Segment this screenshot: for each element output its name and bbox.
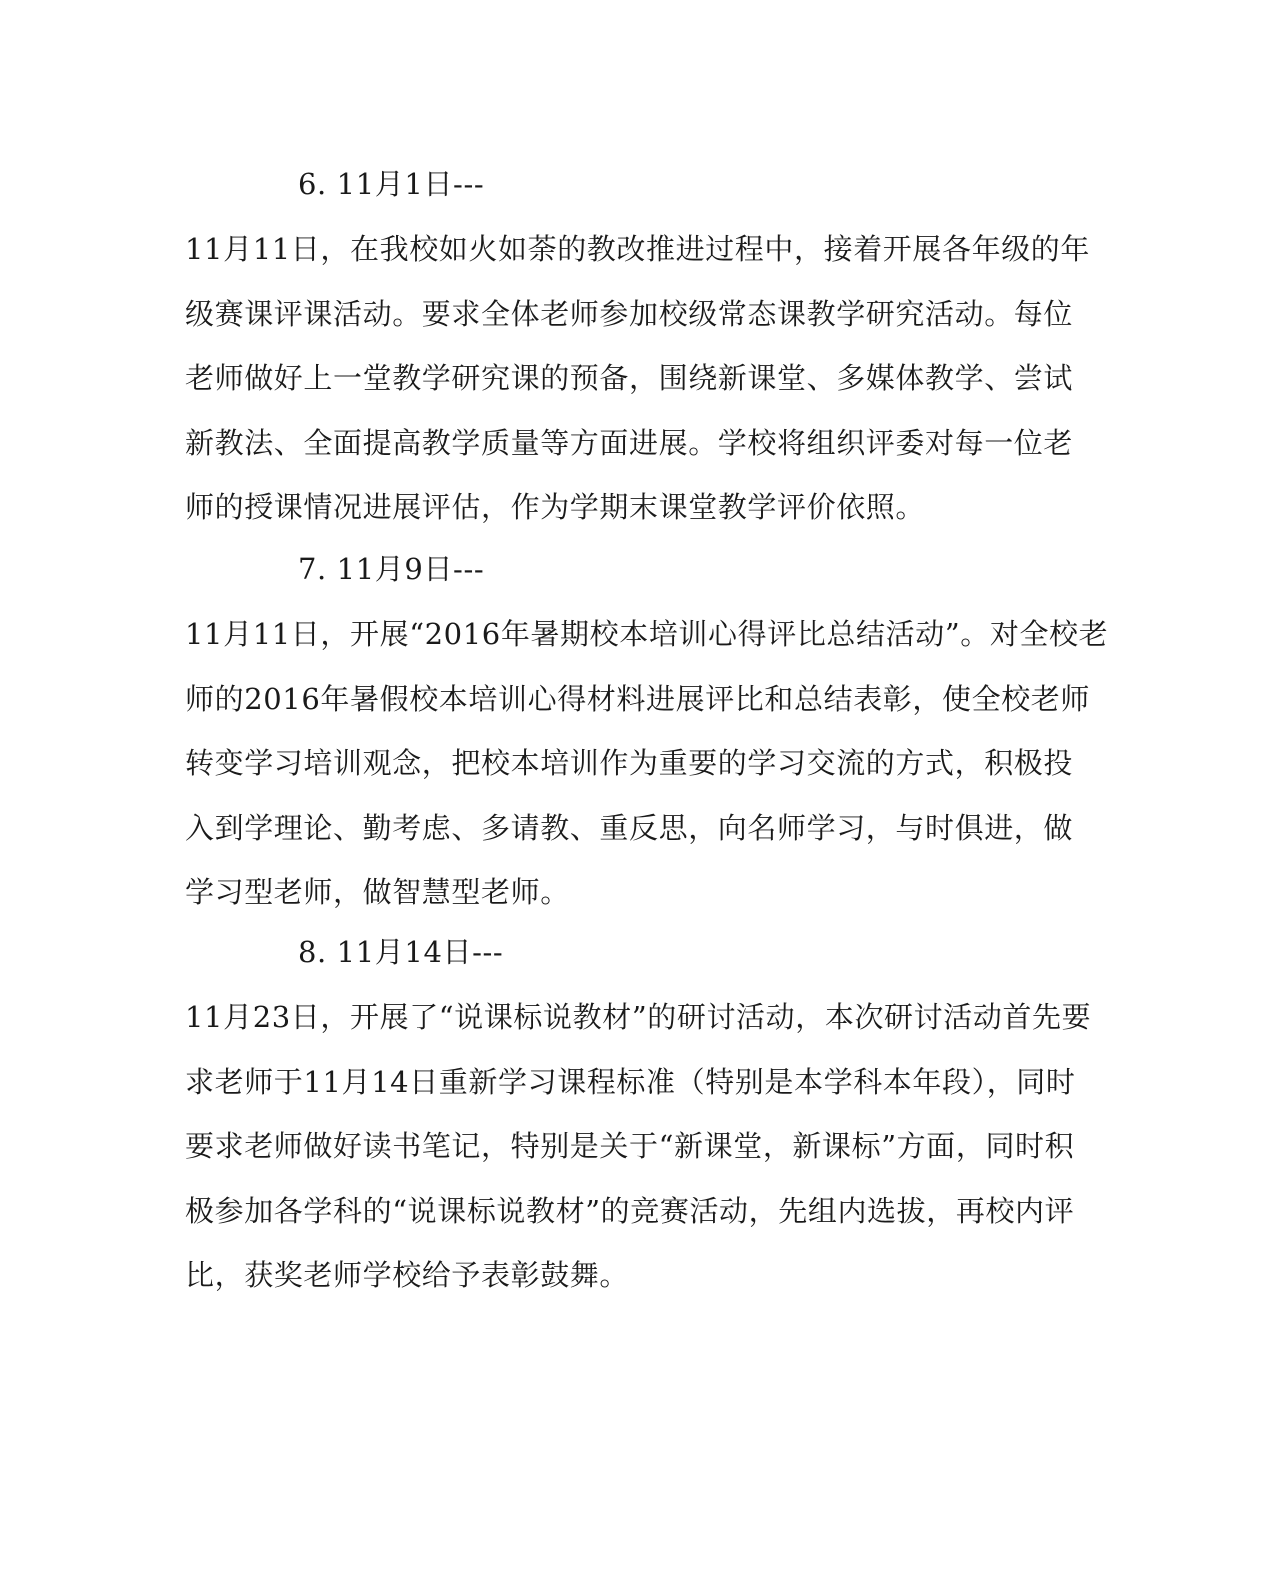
section-body-6	[185, 217, 1091, 540]
paragraph-line: 11月23日，开展了“说课标说教材”的研讨活动，本次研讨活动首先要	[185, 1000, 1092, 1034]
paragraph-line: 转变学习培训观念，把校本培训作为重要的学习交流的方式，积极投	[185, 746, 1074, 780]
paragraph-line: 师的授课情况进展评估，作为学期末课堂教学评价依照。	[185, 490, 926, 524]
paragraph-line: 极参加各学科的“说课标说教材”的竞赛活动，先组内选拔，再校内评	[185, 1193, 1075, 1228]
paragraph-line: 入到学理论、勤考虑、多请教、重反思，向名师学习，与时俱进，做	[185, 810, 1074, 845]
paragraph-line: 要求老师做好读书笔记，特别是关于“新课堂，新课标”方面，同时积	[185, 1129, 1075, 1163]
section-heading-8: 8. 11月14日---	[298, 935, 504, 969]
section-heading-6: 6. 11月1日---	[298, 167, 485, 201]
paragraph-line: 老师做好上一堂教学研究课的预备，围绕新课堂、多媒体教学、尝试	[185, 361, 1074, 395]
section-body-7	[185, 602, 1109, 925]
paragraph-line: 11月11日，在我校如火如荼的教改推进过程中，接着开展各年级的年	[185, 232, 1091, 266]
paragraph-line: 新教法、全面提高教学质量等方面进展。学校将组织评委对每一位老	[185, 425, 1074, 460]
section-body-8	[185, 985, 1092, 1308]
paragraph-line: 学习型老师，做智慧型老师。	[185, 875, 570, 909]
paragraph-line: 比，获奖老师学校给予表彰鼓舞。	[185, 1258, 630, 1292]
section-heading-7: 7. 11月9日---	[298, 552, 485, 586]
paragraph-line: 师的2016年暑假校本培训心得材料进展评比和总结表彰，使全校老师	[185, 681, 1091, 716]
paragraph-line: 级赛课评课活动。要求全体老师参加校级常态课教学研究活动。每位	[185, 296, 1074, 331]
paragraph-line: 11月11日，开展“2016年暑期校本培训心得评比总结活动”。对全校老	[185, 617, 1109, 651]
paragraph-line: 求老师于11月14日重新学习课程标准（特别是本学科本年段），同时	[185, 1064, 1076, 1099]
